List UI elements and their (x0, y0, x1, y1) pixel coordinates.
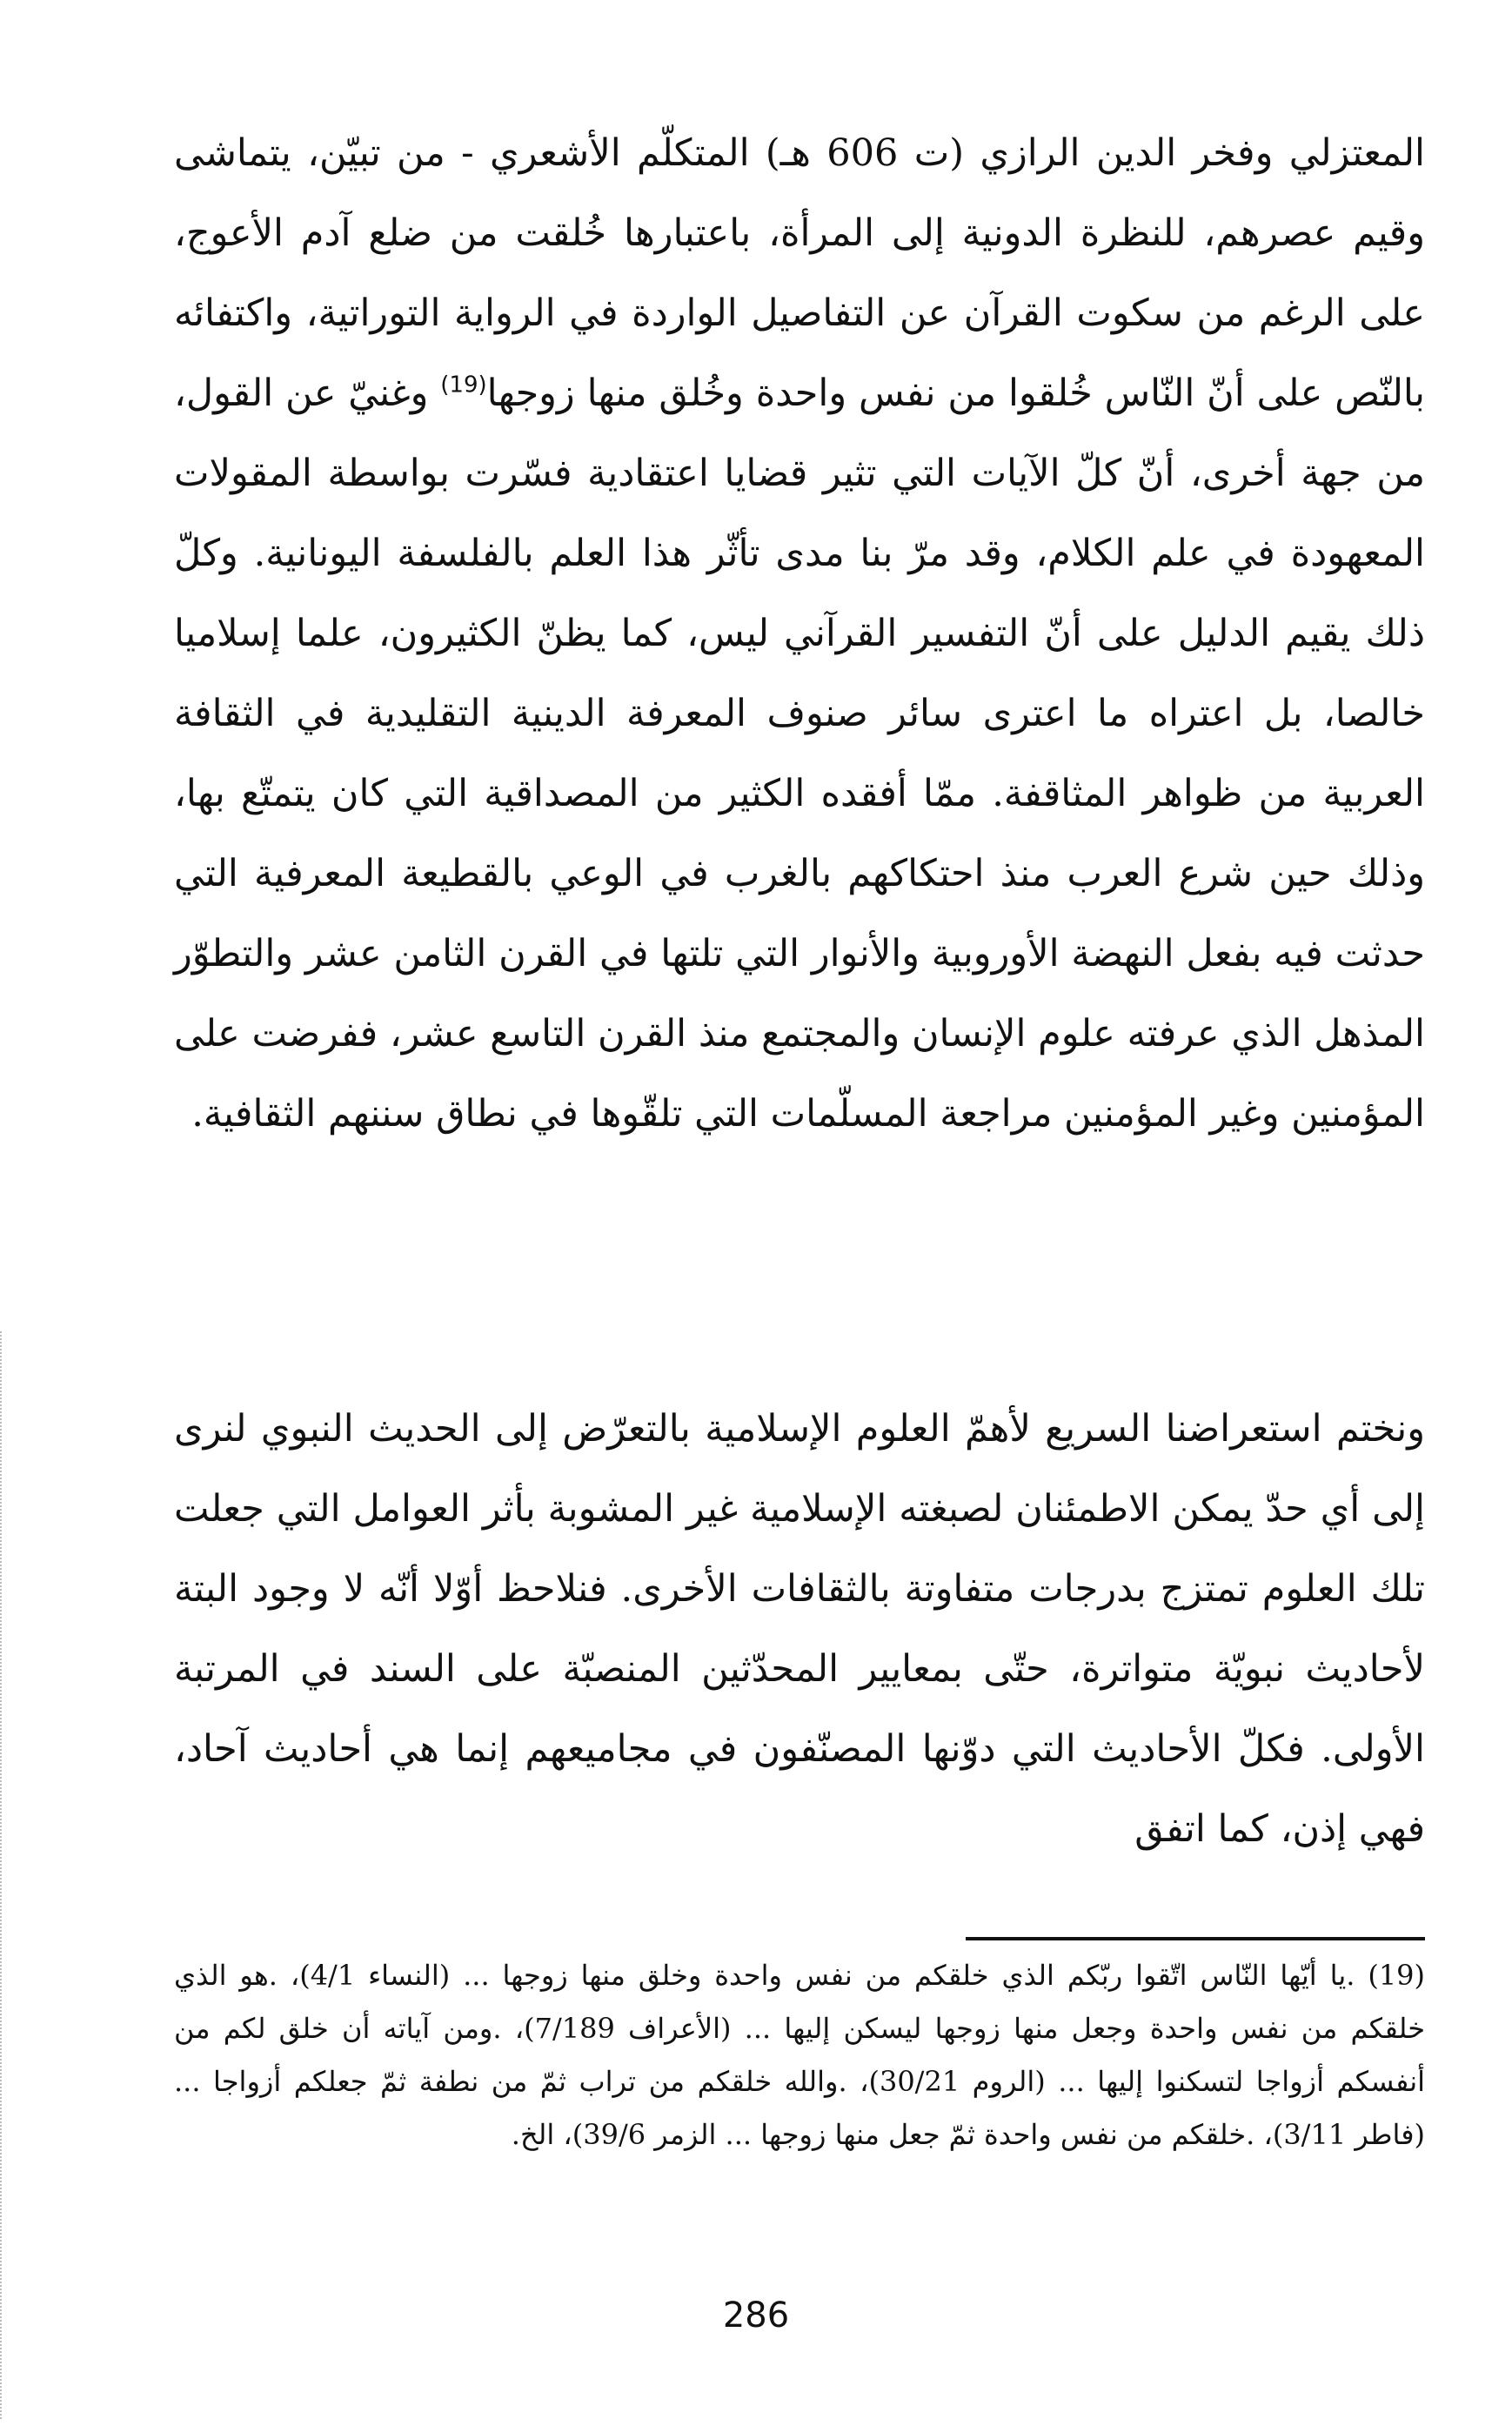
footnote-19: (19) .يا أيّها النّاس اتّقوا ربّكم الذي خلقكم من نفس واحدة وخلق منها زوجها ... (النساء 4/1)، .هو الذي خلقكم من نفس واحدة وجعل منها زوجها ليسكن إليها ... (الأعراف 7/189)، .ومن آياته أن خلق لكم من أنفسكم أزواجا لتسكنوا إليها ... (الروم 30/21)، .والله خلقكم من تراب ثمّ من نطفة ثمّ جعلكم أزواجا ... (فاطر 3/11)، .خلقكم من نفس واحدة ثمّ جعل منها زوجها ... الزمر 39/6)، الخ. (174, 1959, 1426, 2151)
paragraph-1-text-after-note: وغنيّ عن القول، من جهة أخرى، أنّ كلّ الآيات التي تثير قضايا اعتقادية فسّرت بواسطة المقولات المعهودة في علم الكلام، وقد مرّ بنا مدى تأثّر هذا العلم بالفلسفة اليونانية. وكلّ ذلك يقيم الدليل على أنّ التفسير القرآني ليس، كما يظنّ الكثيرون، علما إسلاميا خالصا، بل اعتراه ما اعترى سائر صنوف المعرفة الدينية التقليدية في الثقافة العربية من ظواهر المثاقفة. ممّا أفقده الكثير من المصداقية التي كان يتمتّع بها، وذلك حين شرع العرب منذ احتكاكهم بالغرب في الوعي بالقطيعة المعرفية التي حدثت فيه بفعل النهضة الأوروبية والأنوار التي تلتها في القرن الثامن عشر والتطوّر المذهل الذي عرفته علوم الإنسان والمجتمع منذ القرن التاسع عشر، ففرضت على المؤمنين وغير المؤمنين مراجعة المسلّمات التي تلقّوها في نطاق سننهم الثقافية. (174, 372, 1425, 1136)
scan-edge-marks (0, 1331, 3, 2419)
body-paragraph-2: ونختم استعراضنا السريع لأهمّ العلوم الإسلامية بالتعرّض إلى الحديث النبوي لنرى إلى أي حدّ يمكن الاطمئنان لصبغته الإسلامية غير المشوبة بأثر العوامل التي جعلت تلك العلوم تمتزج بدرجات متفاوتة بالثقافات الأخرى. فنلاحظ أوّلا أنّه لا وجود البتة لأحاديث نبويّة متواترة، حتّى بمعايير المحدّثين المنصبّة على السند في المرتبة الأولى. فكلّ الأحاديث التي دوّنها المصنّفون في مجاميعهم إنما هي أحاديث آحاد، فهي إذن، كما اتفق (174, 1407, 1425, 1851)
body-paragraph-1 (174, 113, 1425, 1154)
footnote-separator (966, 1937, 1425, 1940)
page-number: 286 (722, 2295, 790, 2336)
paragraph-1-text-before-note: المعتزلي وفخر الدين الرازي (ت 606 هـ) المتكلّم الأشعري - من تبيّن، يتماشى وقيم عصرهم، للنظرة الدونية إلى المرأة، باعتبارها خُلقت من ضلع آدم الأعوج، على الرغم من سكوت القرآن عن التفاصيل الواردة في الرواية التوراتية، واكتفائه بالنّص على أنّ النّاس خُلقوا من نفس واحدة وخُلق منها زوجها (174, 131, 1426, 415)
footnote-reference-19: (19) (440, 372, 487, 399)
